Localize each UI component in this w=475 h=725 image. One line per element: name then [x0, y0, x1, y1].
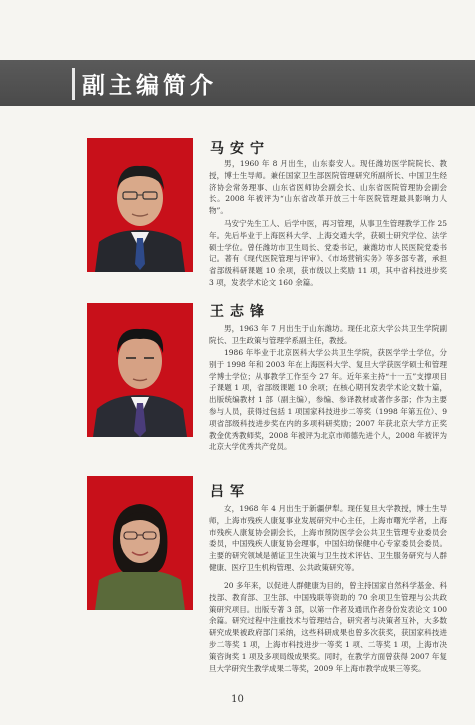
- header-rule: [72, 68, 75, 100]
- page-number: 10: [231, 694, 244, 705]
- editor-bio: [209, 503, 447, 574]
- bio-paragraph: 女，1968 年 4 月出生于新疆伊犁。现任复旦大学教授，博士生导师，上海市残疾人康复事业发展研究中心主任，上海市曙光学者，上海市残疾人康复协会副会长，上海市预防医学会公共卫生管理专业委员会委员，中国残疾人康复协会理事，中国妇幼保健中心专家委员会委员。主要的研究领域是循证卫生决策与卫生技术评估、卫生服务研究与人群健康、医疗卫生机构管理、公共政策研究等。: [209, 504, 447, 572]
- editor-photo-ma-anning: [87, 138, 193, 272]
- page-title: 副主编简介: [82, 73, 217, 99]
- editor-bio: [209, 218, 447, 289]
- bio-paragraph: 男，1960 年 8 月出生，山东泰安人。现任潍坊医学院院长、教授，博士生导师。兼任国家卫生部医院管理研究所副所长、中国卫生经济协会常务理事、山东省医师协会副会长、山东省医院管理协会副会长。2008 年被评为“山东省改革开放三十年医院管理最具影响力人物”。: [209, 159, 447, 216]
- bio-paragraph: 马安宁先生工人、后学中医，再习管理，从事卫生管理教学工作 25 年。先后毕业于上海医科大学、上海交通大学，获硕士研究学位、法学硕士学位。曾任潍坊市卫生局长、党委书记，兼潍坊市人民医院党委书记。著有《现代医院管理与评审》、《市场营销实务》等多部专著，承担省部级科研课题 10 余项，获市级以上奖励 11 项，其中省科技进步奖 3 项，发表学术论文 160 余篇。: [209, 219, 447, 287]
- editor-bio: [209, 158, 447, 217]
- bio-paragraph: 20 多年来，以促进人群健康为目的，曾主持国家自然科学基金、科技部、教育部、卫生部、中国残联等资助的 70 余项卫生管理与公共政策研究项目。出版专著 3 部，以第一作者及通讯作者身份发表论文 100 余篇。研究过程中注重技术与管理结合，研究者与决策者互补，大多数研究成果被政府部门采纳，这些科研成果也曾多次获奖，获国家科技进步二等奖 1 项，上海市科技进步一等奖 1 项、二等奖 1 项，上海市决策咨询奖 1 项及多项局级成果奖。同时，在教学方面曾获得 2007 年复旦大学研究生教学成果二等奖，2009 年上海市教学成果三等奖。: [209, 581, 447, 673]
- editor-bio: [88, 580, 447, 674]
- bio-paragraph: 1986 年毕业于北京医科大学公共卫生学院，获医学学士学位，分别于 1998 年和 2003 年在上海医科大学、复旦大学获医学硕士和管理学博士学位；从事教学工作至今 27 年。近年来主持“十一五”支撑项目子课题 1 项，省部级课题 10 余项；在核心期刊发表学术论文数十篇，出版统编教材 1 部（副主编），参编、参译教材或著作多部；作为主要参与人员，获得过包括 1 项国家科技进步二等奖（1998 年第五位）、9 项省部级科技进步奖在内的多项科研奖励；2007 年获北京大学方正奖教金优秀教师奖，2008 年被评为北京市师德先进个人，2008 年被评为北京大学优秀共产党员。: [209, 348, 447, 452]
- editor-name: 吕军: [210, 484, 250, 500]
- editor-name: 马安宁: [210, 141, 270, 157]
- bio-paragraph: 男，1963 年 7 月出生于山东潍坊。现任北京大学公共卫生学院副院长、卫生政策与管理学系副主任，教授。: [209, 324, 447, 345]
- editor-bio: [209, 323, 447, 347]
- editor-name: 王志锋: [210, 304, 270, 320]
- editor-bio: [209, 347, 447, 453]
- editor-photo-wang-zhifeng: [87, 303, 193, 437]
